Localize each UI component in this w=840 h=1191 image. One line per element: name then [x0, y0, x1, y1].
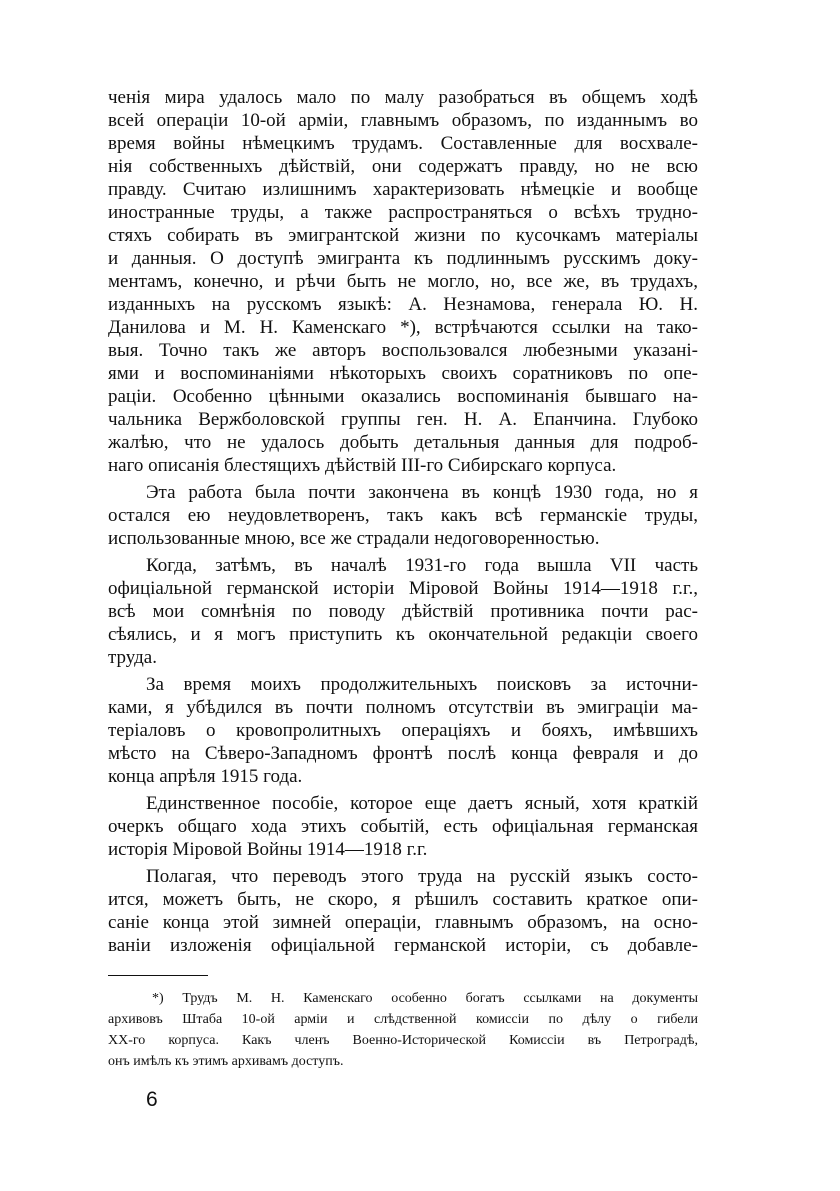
text-line: ментамъ, конечно, и рѣчи быть не могло, но, все же, въ трудахъ, — [108, 271, 698, 292]
text-line: конца апрѣля 1915 года. — [108, 766, 303, 787]
footnote-line: архивовъ Штаба 10-ой арміи и слѣдственной комиссіи по дѣлу о гибели — [108, 1012, 698, 1027]
text-line: За время моихъ продолжительныхъ поисковъ за источни- — [146, 674, 698, 695]
text-line: офиціальной германской исторіи Міровой Войны 1914—1918 г.г., — [108, 578, 698, 599]
text-line: жалѣю, что не удалось добыть детальныя данныя для подроб- — [108, 432, 698, 453]
text-line: труда. — [108, 647, 157, 668]
text-line: изданныхъ на русскомъ языкѣ: А. Незнамова, генерала Ю. Н. — [108, 294, 698, 315]
text-line: остался ею неудовлетворенъ, такъ какъ всѣ германскіе труды, — [108, 505, 698, 526]
text-line: правду. Считаю излишнимъ характеризовать нѣмецкіе и вообще — [108, 179, 698, 200]
text-line: Полагая, что переводъ этого труда на русскій языкъ состо- — [146, 866, 698, 887]
text-line: Единственное пособіе, которое еще даетъ ясный, хотя краткій — [146, 793, 698, 814]
paragraph-6 — [108, 865, 698, 957]
text-line: теріаловъ о кровопролитныхъ операціяхъ и бояхъ, имѣвшихъ — [108, 720, 698, 741]
text-line: иностранные труды, а также распространяться о всѣхъ трудно- — [108, 202, 698, 223]
text-line: саніе конца этой зимней операціи, главнымъ образомъ, на осно- — [108, 912, 698, 933]
text-line: ится, можетъ быть, не скоро, я рѣшилъ составить краткое опи- — [108, 889, 698, 910]
footnote — [108, 988, 698, 1072]
page-number: 6 — [146, 1088, 158, 1111]
main-text — [108, 86, 698, 957]
footnote-line: *) Трудъ М. Н. Каменскаго особенно богатъ ссылками на документы — [152, 991, 698, 1006]
text-line: исторія Міровой Войны 1914—1918 г.г. — [108, 839, 428, 860]
paragraph-4 — [108, 673, 698, 788]
text-line: чальника Вержболовской группы ген. Н. А. Епанчина. Глубоко — [108, 409, 698, 430]
text-line: очеркъ общаго хода этихъ событій, есть офиціальная германская — [108, 816, 698, 837]
text-line: использованные мною, все же страдали недоговоренностью. — [108, 528, 600, 549]
paragraph-1 — [108, 86, 698, 477]
footnote-divider — [108, 975, 208, 976]
text-line: стяхъ собирать въ эмигрантской жизни по кусочкамъ матеріалы — [108, 225, 698, 246]
text-line: всей операціи 10-ой арміи, главнымъ образомъ, по изданнымъ во — [108, 110, 698, 131]
footnote-line: онъ имѣлъ къ этимъ архивамъ доступъ. — [108, 1054, 344, 1069]
text-line: всѣ мои сомнѣнія по поводу дѣйствій противника почти рас- — [108, 601, 698, 622]
text-line: и данныя. О доступѣ эмигранта къ подлиннымъ русскимъ доку- — [108, 248, 698, 269]
text-line: мѣсто на Сѣверо-Западномъ фронтѣ послѣ конца февраля и до — [108, 743, 698, 764]
text-line: Данилова и М. Н. Каменскаго *), встрѣчаются ссылки на тако- — [108, 317, 698, 338]
text-line: сѣялись, и я могъ приступить къ окончательной редакціи своего — [108, 624, 698, 645]
text-line: Когда, затѣмъ, въ началѣ 1931-го года вышла VII часть — [146, 555, 698, 576]
text-line: время войны нѣмецкимъ трудамъ. Составленные для восхвале- — [108, 133, 698, 154]
paragraph-5 — [108, 792, 698, 861]
text-line: Эта работа была почти закончена въ концѣ 1930 года, но я — [146, 482, 698, 503]
paragraph-2 — [108, 481, 698, 550]
text-line: ченія мира удалось мало по малу разобраться въ общемъ ходѣ — [108, 87, 698, 108]
text-line: выя. Точно такъ же авторъ воспользовался любезными указані- — [108, 340, 698, 361]
paragraph-3 — [108, 554, 698, 669]
text-line: наго описанія блестящихъ дѣйствій III-го Сибирскаго корпуса. — [108, 455, 617, 476]
text-line: раціи. Особенно цѣнными оказались воспоминанія бывшаго на- — [108, 386, 698, 407]
text-line: ками, я убѣдился въ почти полномъ отсутствіи въ эмиграціи ма- — [108, 697, 698, 718]
text-line: ями и воспоминаніями нѣкоторыхъ своихъ соратниковъ по опе- — [108, 363, 698, 384]
text-line: ваніи изложенія офиціальной германской исторіи, съ добавле- — [108, 935, 698, 956]
footnote-line: XX-го корпуса. Какъ членъ Военно-Исторической Комиссіи въ Петроградѣ, — [108, 1033, 698, 1048]
text-line: нія собственныхъ дѣйствій, они содержатъ правду, но не всю — [108, 156, 698, 177]
